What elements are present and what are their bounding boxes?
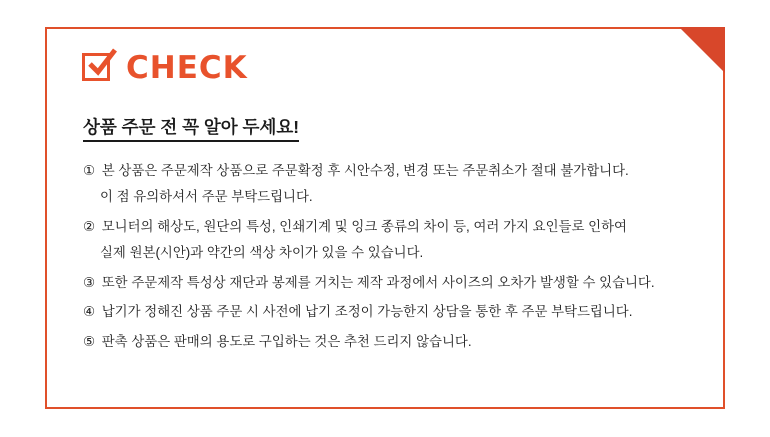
list-item-marker: ⑤ <box>83 333 96 349</box>
list-item-marker: ① <box>83 163 96 178</box>
list-item-text: 또한 주문제작 특성상 재단과 봉제를 거치는 제작 과정에서 사이즈의 오차가 발생할 수 있습니다. <box>101 274 655 290</box>
folded-corner-decoration <box>679 27 725 73</box>
list-item-text: 본 상품은 주문제작 상품으로 주문확정 후 시안수정, 변경 또는 주문취소가 절대 불가합니다. <box>101 163 629 178</box>
list-item <box>83 273 697 292</box>
notice-card <box>45 27 725 409</box>
list-item-marker: ③ <box>83 274 96 290</box>
list-item <box>83 217 697 263</box>
check-header <box>82 51 248 85</box>
checkbox-check-icon <box>82 51 116 85</box>
list-item-text: 실제 원본(시안)과 약간의 색상 차이가 있을 수 있습니다. <box>100 245 424 261</box>
list-item-text: 모니터의 해상도, 원단의 특성, 인쇄기계 및 잉크 종류의 차이 등, 여러 가지 요인들로 인하여 <box>101 218 627 234</box>
list-item-text: 이 점 유의하셔서 주문 부탁드립니다. <box>100 189 313 205</box>
notice-title: 상품 주문 전 꼭 알아 두세요! <box>83 117 299 142</box>
list-item <box>83 302 697 321</box>
list-item <box>83 332 697 351</box>
list-item-marker: ② <box>83 218 96 234</box>
notice-list <box>83 161 697 361</box>
list-item-text: 판촉 상품은 판매의 용도로 구입하는 것은 추천 드리지 않습니다. <box>101 333 472 349</box>
list-item-marker: ④ <box>83 304 96 320</box>
list-item <box>83 161 697 207</box>
list-item-text: 납기가 정해진 상품 주문 시 사전에 납기 조정이 가능한지 상담을 통한 후 주문 부탁드립니다. <box>101 304 633 320</box>
check-label: CHECK <box>126 49 248 86</box>
